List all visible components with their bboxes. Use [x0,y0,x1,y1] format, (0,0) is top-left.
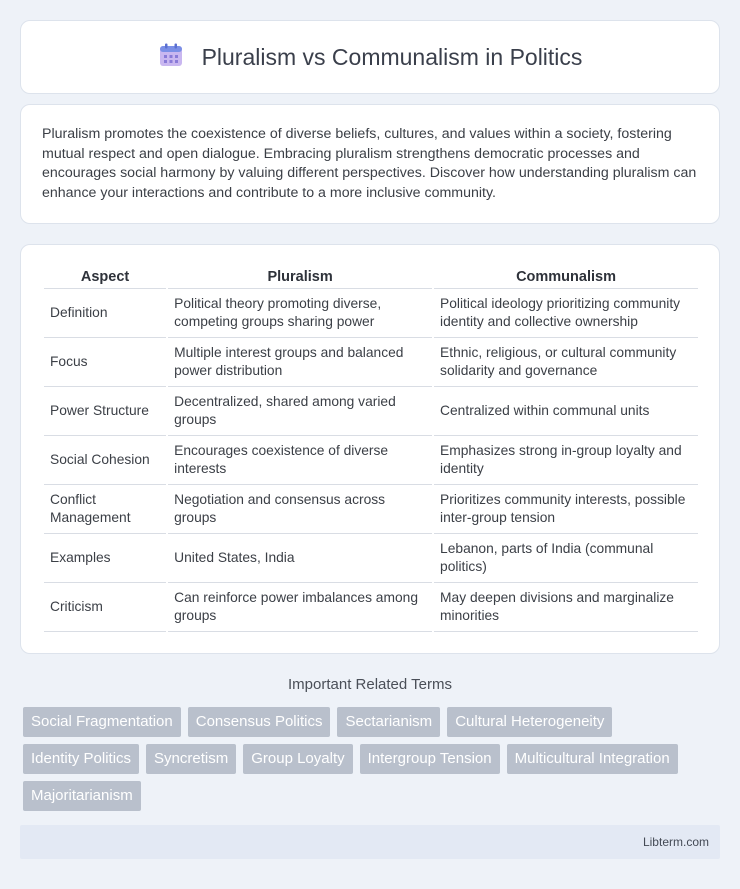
row-aspect: Examples [44,534,166,583]
related-terms-title: Important Related Terms [288,676,452,693]
header-card [20,20,720,94]
related-term-tag[interactable]: Multicultural Integration [507,744,678,774]
header [158,42,583,73]
row-pluralism: Political theory promoting diverse, competing groups sharing power [168,289,432,338]
table-row [44,387,698,436]
comparison-table [42,265,700,632]
header-pluralism: Pluralism [168,265,432,289]
table-row [44,534,698,583]
calendar-icon [158,42,184,73]
row-communalism: Prioritizes community interests, possible inter-group tension [434,485,698,534]
row-communalism: Political ideology prioritizing community identity and collective ownership [434,289,698,338]
row-communalism: Lebanon, parts of India (communal politics) [434,534,698,583]
row-aspect: Power Structure [44,387,166,436]
header-aspect: Aspect [44,265,166,289]
related-term-tag[interactable]: Sectarianism [337,707,440,737]
row-aspect: Conflict Management [44,485,166,534]
row-pluralism: Decentralized, shared among varied groups [168,387,432,436]
related-term-tag[interactable]: Consensus Politics [188,707,331,737]
table-row [44,583,698,632]
table-row [44,289,698,338]
table-row [44,485,698,534]
row-communalism: Centralized within communal units [434,387,698,436]
row-communalism: May deepen divisions and marginalize minorities [434,583,698,632]
row-aspect: Focus [44,338,166,387]
row-pluralism: Encourages coexistence of diverse interests [168,436,432,485]
related-term-tag[interactable]: Syncretism [146,744,236,774]
row-communalism: Ethnic, religious, or cultural community solidarity and governance [434,338,698,387]
related-term-tag[interactable]: Identity Politics [23,744,139,774]
row-pluralism: Negotiation and consensus across groups [168,485,432,534]
row-aspect: Definition [44,289,166,338]
related-term-tag[interactable]: Social Fragmentation [23,707,181,737]
intro-card [20,104,720,224]
header-communalism: Communalism [434,265,698,289]
table-header-row [44,265,698,289]
comparison-card [20,244,720,654]
related-term-tag[interactable]: Cultural Heterogeneity [447,707,612,737]
row-aspect: Social Cohesion [44,436,166,485]
page-title: Pluralism vs Communalism in Politics [201,43,583,70]
footer [20,825,720,859]
row-pluralism: Can reinforce power imbalances among groups [168,583,432,632]
footer-site-link[interactable]: Libterm.com [642,835,709,849]
related-term-tag[interactable]: Intergroup Tension [360,744,500,774]
related-term-tag[interactable]: Group Loyalty [243,744,352,774]
table-row [44,436,698,485]
related-term-tag[interactable]: Majoritarianism [23,781,141,811]
row-pluralism: United States, India [168,534,432,583]
row-communalism: Emphasizes strong in-group loyalty and identity [434,436,698,485]
row-aspect: Criticism [44,583,166,632]
row-pluralism: Multiple interest groups and balanced power distribution [168,338,432,387]
related-terms-list [23,707,723,811]
table-row [44,338,698,387]
intro-text: Pluralism promotes the coexistence of diverse beliefs, cultures, and values within a society, fostering mutual respect and open dialogue. Embracing pluralism strengthens democratic processes and encourages social harmony by valuing different perspectives. Discover how understanding pluralism can enhance your interactions and contribute to a more inclusive community. [42,126,697,201]
